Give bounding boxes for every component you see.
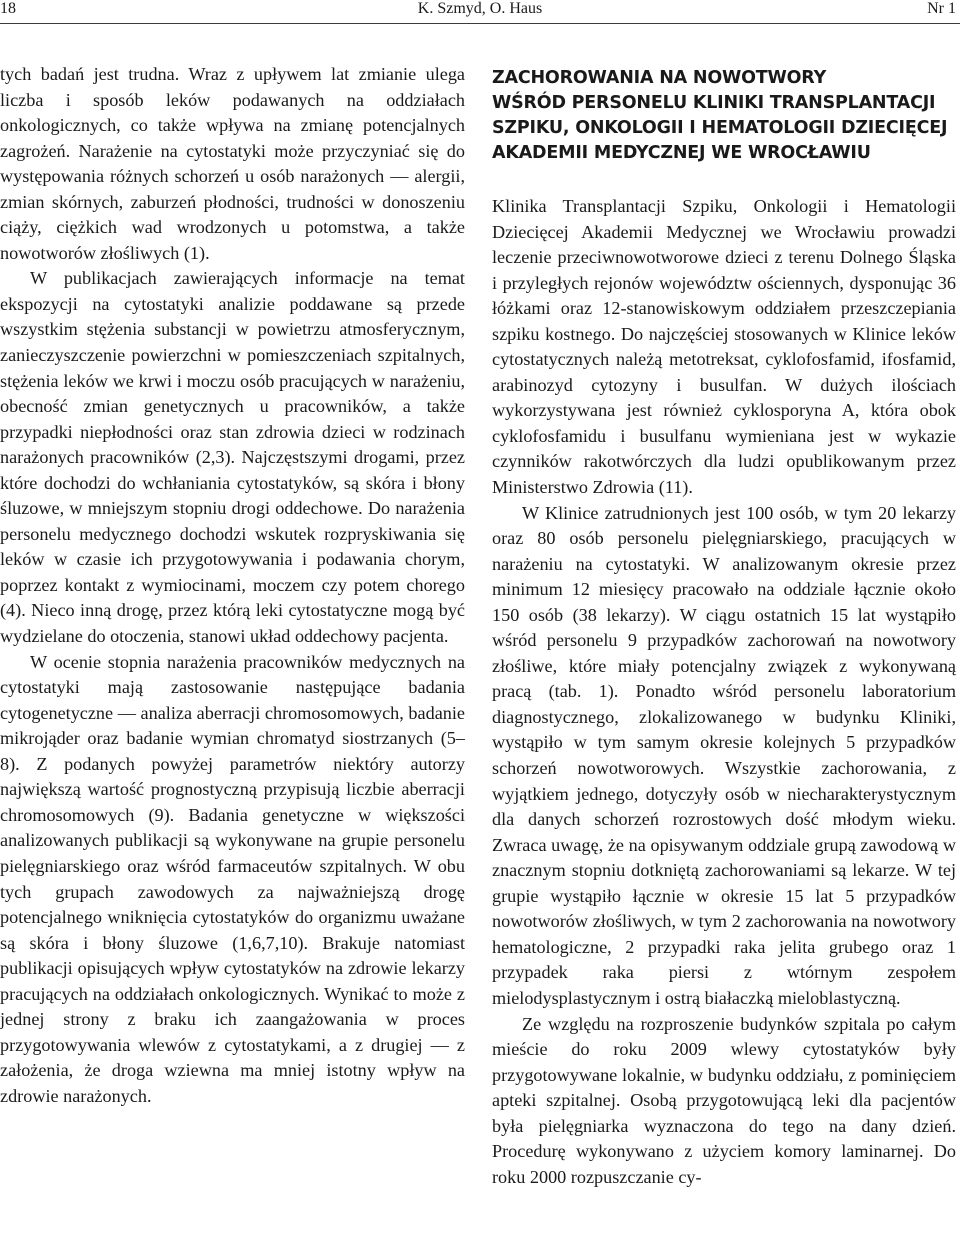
- body-paragraph: tych badań jest trudna. Wraz z upływem lat zmianie ulega liczba i sposób leków podawanych na oddziałach onkologicznych, co także wpływa na zmianę potencjalnych zagrożeń. Narażenie na cytostatyki może przyczyniać się do występowania różnych schorzeń u osób narażonych — alergii, zmian skórnych, zaburzeń płodności, trudności w donoszeniu ciąży, ciężkich wad wrodzonych u potomstwa, a także nowotworów złośliwych (1).: [0, 64, 465, 263]
- section-heading-line: SZPIKU, ONKOLOGII I HEMATOLOGII DZIECIĘCEJ: [492, 118, 948, 138]
- left-column: [0, 62, 465, 1109]
- body-paragraph: W Klinice zatrudnionych jest 100 osób, w tym 20 lekarzy oraz 80 osób personelu pielęgniarskiego, pracujących w narażeniu na cytostatyki. W analizowanym okresie przez minimum 12 miesięcy pracowało na oddziale łącznie około 150 osób (38 lekarzy). W ciągu ostatnich 15 lat wystąpiło wśród personelu 9 przypadków zachorowań na nowotwory złośliwe, które miały potencjalny związek z wykonywaną pracą (tab. 1). Ponadto wśród personelu laboratorium diagnostycznego, zlokalizowanego w budynku Kliniki, wystąpiło w tym samym okresie kolejnych 5 przypadków schorzeń nowotworowych. Wszystkie zachorowania, z wyjątkiem jednego, dotyczyły osób w niecharakterystycznym dla danych schorzeń rozrostowych dość młodym wieku. Zwraca uwagę, że na opisywanym oddziale grupą zawodową w znacznym stopniu dotkniętą zachorowaniami są lekarze. W tej grupie wystąpiło łącznie w okresie 15 lat 5 przypadków nowotworów złośliwych, w tym 2 zachorowania na nowotwory hematologiczne, 2 przypadki raka jelita grubego oraz 1 przypadek raka piersi z wtórnym zespołem mielodysplastycznym i ostrą białaczką mieloblastyczną.: [492, 502, 956, 1008]
- section-heading-line: AKADEMII MEDYCZNEJ WE WROCŁAWIU: [492, 143, 871, 163]
- right-column: [492, 62, 956, 1190]
- body-paragraph: W publikacjach zawierających informacje na temat ekspozycji na cytostatyki analizie poddawane są przede wszystkim stężenia substancji w powietrzu atmosferycznym, zanieczyszczenie powierzchni w pomieszczeniach szpitalnych, stężenia leków we krwi i moczu osób pracujących w narażeniu, obecność zmian genetycznych u pracowników, a także przypadki niepłodności oraz stan zdrowia dzieci w rodzinach narażonych pracowników (2,3). Najczęstszymi drogami, przez które dochodzi do wchłaniania cytostatyków, są skóra i błony śluzowe, w mniejszym stopniu drogi oddechowe. Do narażenia personelu medycznego dochodzi wskutek rozpryskiwania się leków w czasie ich przygotowywania i podawania chorym, poprzez kontakt z wymiocinami, moczem czy potem chorego (4). Nieco inną drogę, przez którą leki cytostatyczne mogą być wydzielane do otoczenia, stanowi układ oddechowy pacjenta.: [0, 268, 465, 647]
- running-head: [0, 0, 960, 22]
- body-paragraph: Klinika Transplantacji Szpiku, Onkologii i Hematologii Dziecięcej Akademii Medycznej we Wrocławiu prowadzi leczenie przeciwnowotworowe dzieci z terenu Dolnego Śląska i przyległych rejonów województw ościennych, dysponując 36 łóżkami oraz 12-stanowiskowym oddziałem przeszczepiania szpiku kostnego. Do najczęściej stosowanych w Klinice leków cytostatycznych należą metotreksat, cyklofosfamid, ifosfamid, arabinozyd cytozyny i busulfan. W dużych ilościach wykorzystywana jest również cyklosporyna A, która obok cyklofosfamidu i busulfanu wymieniana jest w wykazie czynników rakotwórczych dla ludzi opublikowanym przez Ministerstwo Zdrowia (11).: [492, 196, 956, 498]
- section-heading: [492, 66, 956, 166]
- body-paragraph: Ze względu na rozproszenie budynków szpitala po całym mieście do roku 2009 wlewy cytostatyków były przygotowywane lokalnie, w budynku oddziału, z pominięciem apteki szpitalnej. Osobą przygotowującą leki dla pacjentów była pielęgniarka wyznaczona do tego na dany dzień. Procedurę wykonywano z użyciem komory laminarnej. Do roku 2000 rozpuszczanie cy-: [492, 1013, 956, 1187]
- issue-number: Nr 1: [927, 0, 956, 17]
- section-heading-line: ZACHOROWANIA NA NOWOTWORY: [492, 68, 827, 88]
- running-head-authors: K. Szmyd, O. Haus: [417, 0, 543, 17]
- section-heading-line: WŚRÓD PERSONELU KLINIKI TRANSPLANTACJI: [492, 93, 936, 113]
- header-rule: [0, 23, 960, 24]
- page-number: 18: [0, 0, 16, 17]
- body-paragraph: W ocenie stopnia narażenia pracowników medycznych na cytostatyki mają zastosowanie następujące badania cytogenetyczne — analiza aberracji chromosomowych, badanie mikrojąder oraz badanie wymian chromatyd siostrzanych (5–8). Z podanych powyżej parametrów niektóry autorzy największą wartość prognostyczną przypisują liczbie aberracji chromosomowych (9). Badania genetyczne w większości analizowanych publikacji są wykonywane na grupie personelu pielęgniarskiego oraz wśród farmaceutów szpitalnych. W obu tych grupach zawodowych za najważniejszą drogę potencjalnego wniknięcia cytostatyków do organizmu uważane są skóra i błony śluzowe (1,6,7,10). Brakuje natomiast publikacji opisujących wpływ cytostatyków na zdrowie lekarzy pracujących na oddziałach onkologicznych. Wynikać to może z jednej strony z braku ich zaangażowania w proces przygotowywania wlewów z cytostatykami, a z drugiej — z założenia, że droga wziewna ma mniej istotny wpływ na zdrowie narażonych.: [0, 651, 465, 1106]
